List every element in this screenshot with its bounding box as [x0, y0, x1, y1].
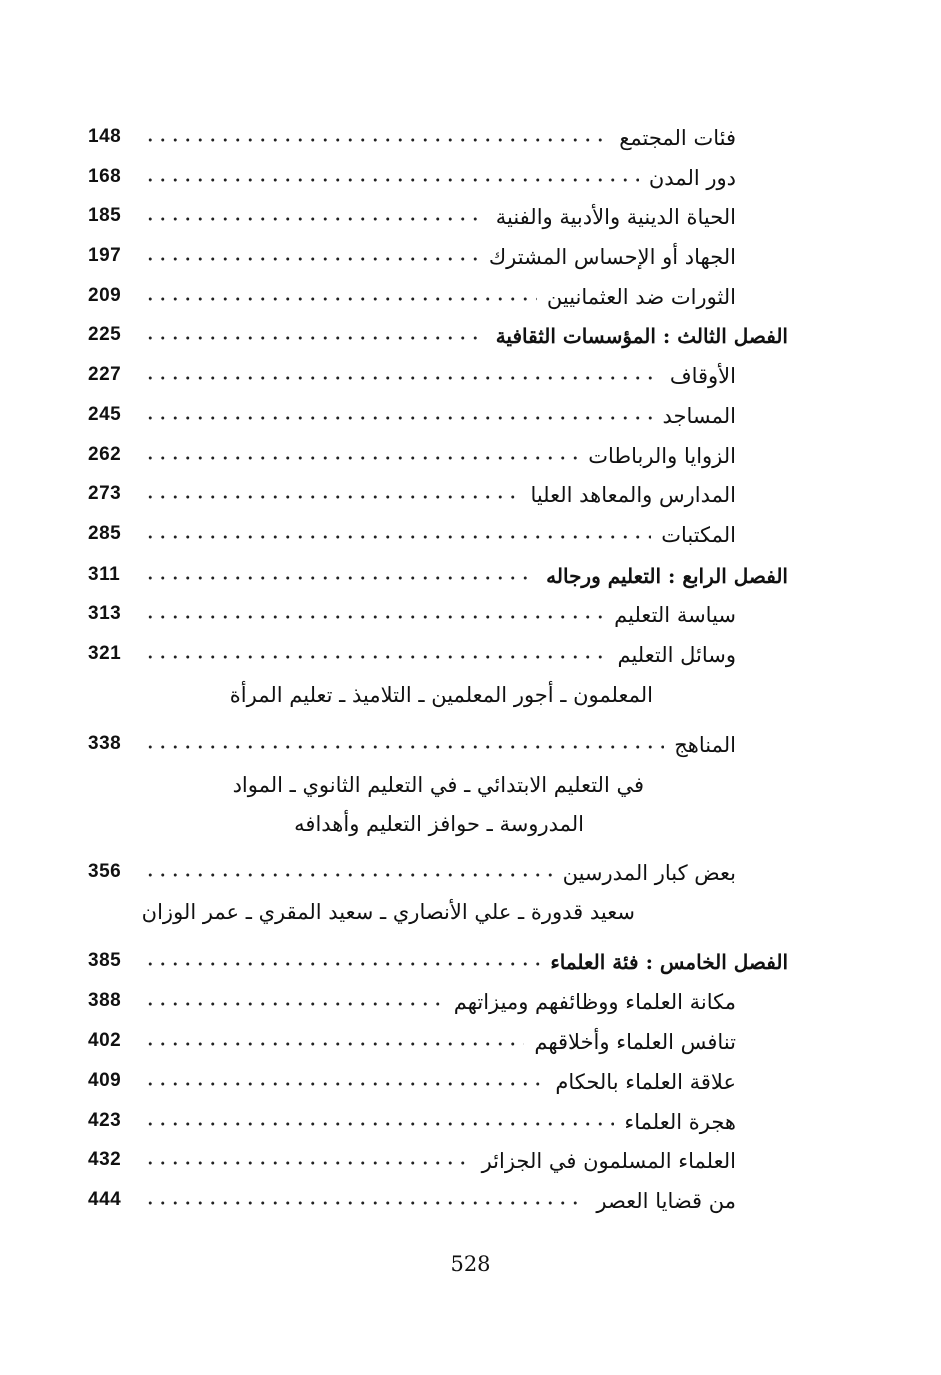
- toc-entry-title: مكانة العلماء ووظائفهم وميزاتهم: [453, 990, 736, 1014]
- toc-page-number: 423: [88, 1110, 122, 1131]
- toc-page-number: 409: [88, 1070, 122, 1091]
- toc-chapter-entry: [88, 320, 788, 352]
- toc-entry-title: هجرة العلماء: [624, 1110, 736, 1134]
- toc-entry: [88, 479, 736, 511]
- toc-entry-title: الأوقاف: [669, 364, 736, 388]
- dot-leader: [144, 962, 540, 966]
- toc-chapter-title: الفصل الرابع : التعليم ورجاله: [546, 564, 788, 588]
- toc-entry: [88, 400, 736, 432]
- toc-entry-title: المناهج: [674, 733, 736, 757]
- toc-entry: [88, 639, 736, 671]
- toc-entry: [88, 440, 736, 472]
- toc-page-number: 444: [88, 1189, 122, 1210]
- dot-leader: [144, 336, 486, 340]
- toc-entry-title: وسائل التعليم: [617, 643, 736, 667]
- toc-entry: [88, 281, 736, 313]
- toc-entry: [88, 241, 736, 273]
- toc-page-number: 168: [88, 166, 122, 187]
- toc-page-number: 285: [88, 523, 122, 544]
- toc-entry-title: سياسة التعليم: [614, 603, 736, 627]
- dot-leader: [144, 655, 607, 659]
- dot-leader: [144, 1002, 444, 1006]
- dot-leader: [144, 1042, 524, 1046]
- toc-page-number: 313: [88, 603, 122, 624]
- dot-leader: [144, 535, 651, 539]
- toc-page-number: 197: [88, 245, 122, 266]
- toc-page-number: 273: [88, 483, 122, 504]
- toc-page-number: 148: [88, 126, 122, 147]
- toc-entry-title: العلماء المسلمون في الجزائر: [481, 1149, 736, 1173]
- toc-page-number: 311: [88, 564, 121, 585]
- toc-entry-title: من قضايا العصر: [596, 1189, 736, 1213]
- toc-chapter-entry: [88, 560, 788, 592]
- dot-leader: [144, 138, 609, 142]
- toc-subtopics: في التعليم الابتدائي ـ في التعليم الثانوي ـ المواد: [232, 773, 644, 797]
- toc-entry: [88, 519, 736, 551]
- page-number: 528: [450, 1252, 491, 1276]
- toc-entry-title: الثورات ضد العثمانيين: [546, 285, 736, 309]
- toc-entry: [88, 162, 736, 194]
- toc-entry-title: المكتبات: [661, 523, 736, 547]
- toc-page-number: 321: [88, 643, 122, 664]
- toc-entry-title: علاقة العلماء بالحكام: [555, 1070, 736, 1094]
- toc-entry-title: الحياة الدينية والأدبية والفنية: [495, 205, 736, 229]
- toc-entry: [88, 986, 736, 1018]
- toc-subtopics: المدروسة ـ حوافز التعليم وأهدافه: [294, 812, 584, 836]
- toc-page-number: 227: [88, 364, 122, 385]
- toc-entry-title: تنافس العلماء وأخلاقهم: [534, 1030, 736, 1054]
- toc-entry: [88, 201, 736, 233]
- toc-page-number: 245: [88, 404, 122, 425]
- toc-page-number: 338: [88, 733, 122, 754]
- toc-page-number: 356: [88, 861, 122, 882]
- toc-entry-title: دور المدن: [648, 166, 736, 190]
- toc-subtopics: المعلمون ـ أجور المعلمين ـ التلاميذ ـ تعليم المرأة: [229, 683, 653, 707]
- toc-entry: [88, 599, 736, 631]
- toc-entry-title: المدارس والمعاهد العليا: [530, 483, 736, 507]
- dot-leader: [144, 745, 664, 749]
- toc-entry-title: الزوايا والرباطات: [588, 444, 736, 468]
- dot-leader: [144, 873, 553, 877]
- toc-page-number: 209: [88, 285, 122, 306]
- dot-leader: [144, 1201, 586, 1205]
- toc-chapter-title: الفصل الخامس : فئة العلماء: [550, 950, 788, 974]
- toc-page-number: 385: [88, 950, 122, 971]
- dot-leader: [144, 1161, 472, 1165]
- toc-entry: [88, 1066, 736, 1098]
- toc-page-number: 388: [88, 990, 122, 1011]
- dot-leader: [144, 615, 604, 619]
- dot-leader: [144, 376, 660, 380]
- toc-entry-title: الجهاد أو الإحساس المشترك: [488, 245, 736, 269]
- toc-entry-title: فئات المجتمع: [619, 126, 736, 150]
- dot-leader: [144, 257, 479, 261]
- dot-leader: [144, 576, 536, 580]
- toc-chapter-entry: [88, 946, 788, 978]
- toc-page-number: 225: [88, 324, 122, 345]
- dot-leader: [144, 1122, 614, 1126]
- toc-subtopics: سعيد قدورة ـ علي الأنصاري ـ سعيد المقري ـ عمر الوزان: [141, 900, 635, 924]
- toc-page-number: 432: [88, 1149, 122, 1170]
- toc-page-number: 262: [88, 444, 122, 465]
- dot-leader: [144, 456, 578, 460]
- toc-page-number: 402: [88, 1030, 122, 1051]
- toc-entry-title: المساجد: [662, 404, 736, 428]
- toc-entry: [88, 1185, 736, 1217]
- toc-chapter-title: الفصل الثالث : المؤسسات الثقافية: [495, 324, 788, 348]
- toc-entry: [88, 1026, 736, 1058]
- dot-leader: [144, 178, 639, 182]
- toc-page-number: 185: [88, 205, 122, 226]
- dot-leader: [144, 1082, 545, 1086]
- toc-entry: [88, 1145, 736, 1177]
- dot-leader: [144, 416, 652, 420]
- toc-entry: [88, 857, 736, 889]
- toc-entry: [88, 1106, 736, 1138]
- dot-leader: [144, 297, 537, 301]
- toc-entry: [88, 122, 736, 154]
- toc-entry: [88, 360, 736, 392]
- dot-leader: [144, 495, 520, 499]
- dot-leader: [144, 217, 486, 221]
- toc-entry: [88, 729, 736, 761]
- toc-entry-title: بعض كبار المدرسين: [562, 861, 736, 885]
